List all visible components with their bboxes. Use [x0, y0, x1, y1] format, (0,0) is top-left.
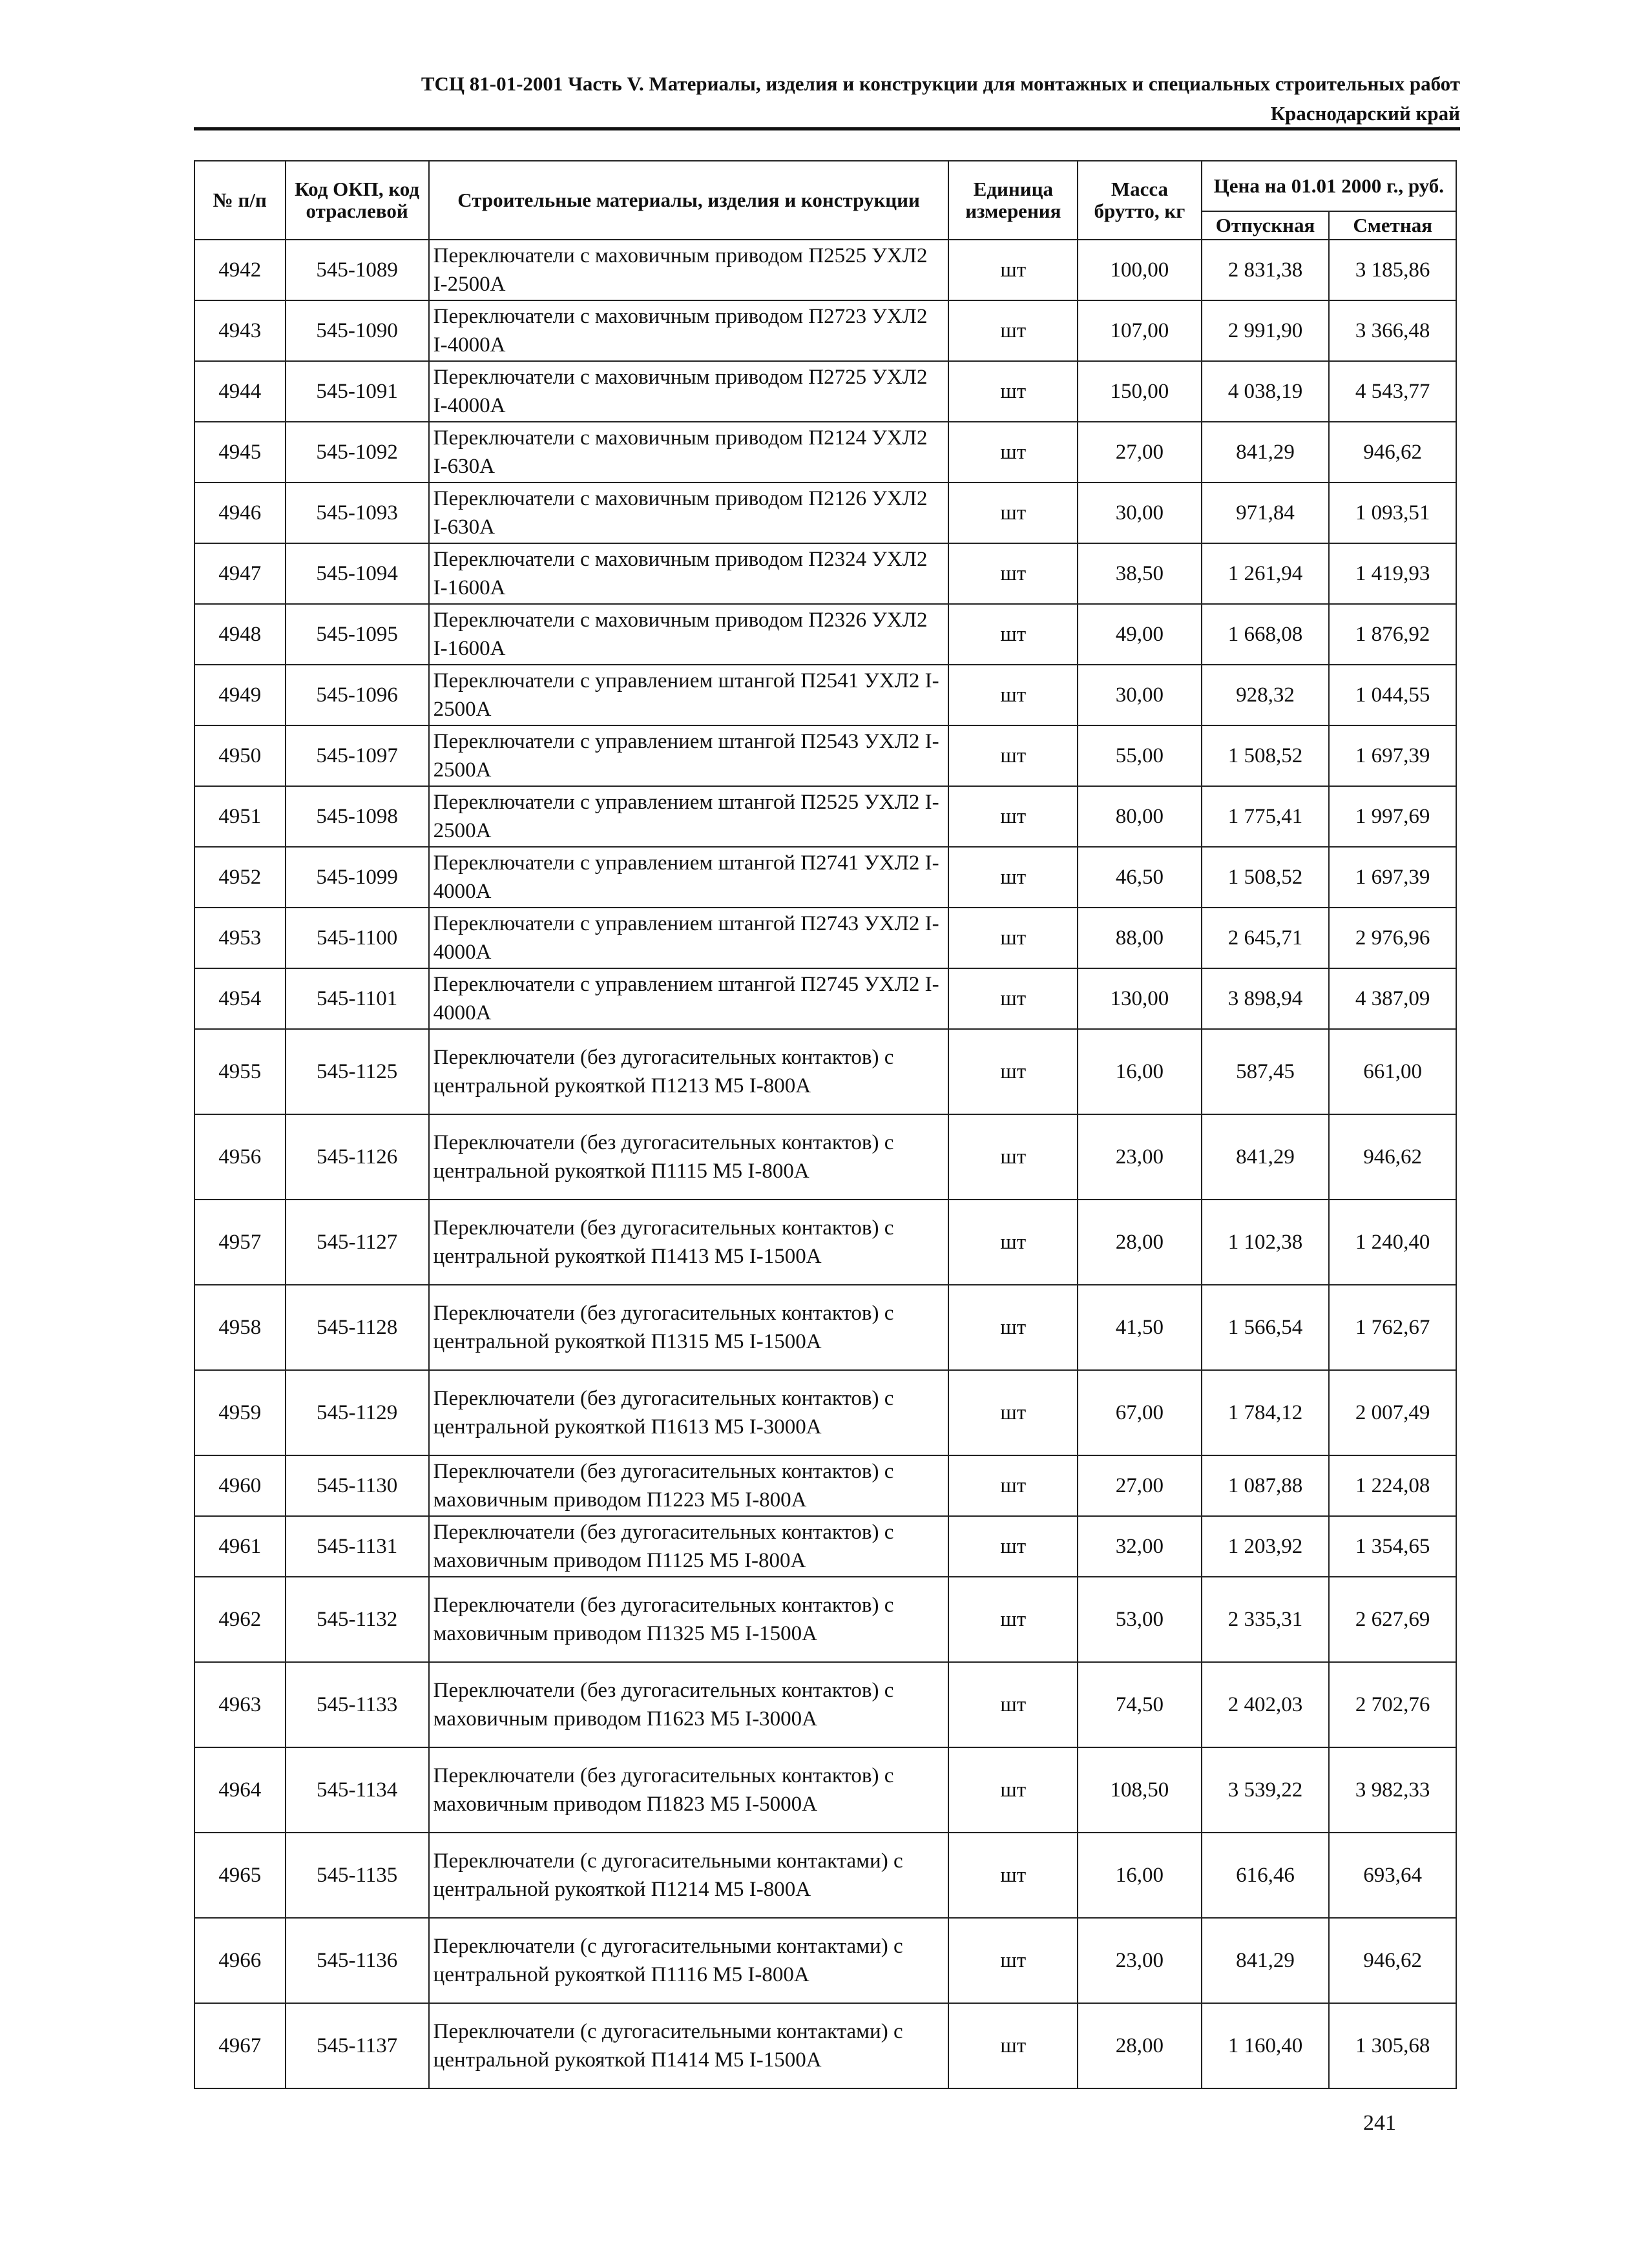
column-header-estimate-price: Сметная [1329, 211, 1456, 240]
cell-estimate-price: 2 976,96 [1329, 908, 1456, 968]
cell-name: Переключатели с маховичным приводом П2326 УХЛ2 I-1600А [429, 604, 949, 665]
table-row [194, 300, 1456, 361]
table-row [194, 604, 1456, 665]
cell-release-price: 841,29 [1202, 422, 1330, 483]
table-row [194, 1833, 1456, 1918]
cell-num: 4956 [194, 1114, 286, 1200]
table-row [194, 968, 1456, 1029]
cell-num: 4964 [194, 1747, 286, 1833]
cell-estimate-price: 2 702,76 [1329, 1662, 1456, 1747]
column-header-unit: Единица измерения [948, 161, 1078, 240]
cell-num: 4954 [194, 968, 286, 1029]
cell-code: 545-1097 [286, 725, 429, 786]
cell-unit: шт [948, 1662, 1078, 1747]
cell-estimate-price: 1 354,65 [1329, 1516, 1456, 1577]
cell-unit: шт [948, 1918, 1078, 2003]
table-row [194, 543, 1456, 604]
cell-mass: 41,50 [1078, 1285, 1202, 1370]
cell-mass: 32,00 [1078, 1516, 1202, 1577]
cell-mass: 49,00 [1078, 604, 1202, 665]
cell-release-price: 1 508,52 [1202, 725, 1330, 786]
cell-mass: 80,00 [1078, 786, 1202, 847]
cell-name: Переключатели (без дугогасительных контактов) с маховичным приводом П1823 М5 I-5000А [429, 1747, 949, 1833]
cell-name: Переключатели (без дугогасительных контактов) с маховичным приводом П1623 М5 I-3000А [429, 1662, 949, 1747]
cell-num: 4957 [194, 1200, 286, 1285]
cell-code: 545-1093 [286, 483, 429, 543]
cell-estimate-price: 3 366,48 [1329, 300, 1456, 361]
cell-mass: 108,50 [1078, 1747, 1202, 1833]
table-row [194, 1029, 1456, 1114]
cell-mass: 23,00 [1078, 1114, 1202, 1200]
cell-release-price: 928,32 [1202, 665, 1330, 725]
cell-code: 545-1101 [286, 968, 429, 1029]
cell-name: Переключатели (без дугогасительных контактов) с центральной рукояткой П1413 М5 I-1500А [429, 1200, 949, 1285]
table-row [194, 1285, 1456, 1370]
cell-num: 4960 [194, 1455, 286, 1516]
cell-mass: 30,00 [1078, 665, 1202, 725]
cell-estimate-price: 1 240,40 [1329, 1200, 1456, 1285]
cell-num: 4944 [194, 361, 286, 422]
cell-unit: шт [948, 1114, 1078, 1200]
table-row [194, 361, 1456, 422]
cell-code: 545-1129 [286, 1370, 429, 1455]
cell-release-price: 587,45 [1202, 1029, 1330, 1114]
cell-release-price: 1 087,88 [1202, 1455, 1330, 1516]
cell-release-price: 841,29 [1202, 1114, 1330, 1200]
cell-code: 545-1131 [286, 1516, 429, 1577]
cell-mass: 107,00 [1078, 300, 1202, 361]
cell-num: 4953 [194, 908, 286, 968]
cell-mass: 150,00 [1078, 361, 1202, 422]
cell-release-price: 2 991,90 [1202, 300, 1330, 361]
cell-name: Переключатели с маховичным приводом П2525 УХЛ2 I-2500А [429, 240, 949, 300]
cell-name: Переключатели с маховичным приводом П2126 УХЛ2 I-630А [429, 483, 949, 543]
cell-unit: шт [948, 1029, 1078, 1114]
cell-name: Переключатели (с дугогасительными контактами) с центральной рукояткой П1414 М5 I-1500А [429, 2003, 949, 2088]
cell-num: 4963 [194, 1662, 286, 1747]
cell-name: Переключатели (без дугогасительных контактов) с центральной рукояткой П1115 М5 I-800А [429, 1114, 949, 1200]
cell-name: Переключатели с управлением штангой П2741 УХЛ2 I-4000А [429, 847, 949, 908]
cell-release-price: 2 335,31 [1202, 1577, 1330, 1662]
cell-unit: шт [948, 604, 1078, 665]
cell-code: 545-1090 [286, 300, 429, 361]
cell-mass: 23,00 [1078, 1918, 1202, 2003]
cell-code: 545-1094 [286, 543, 429, 604]
cell-code: 545-1089 [286, 240, 429, 300]
cell-code: 545-1137 [286, 2003, 429, 2088]
cell-code: 545-1096 [286, 665, 429, 725]
table-row [194, 2003, 1456, 2088]
table-row [194, 1200, 1456, 1285]
cell-release-price: 1 784,12 [1202, 1370, 1330, 1455]
cell-unit: шт [948, 300, 1078, 361]
cell-code: 545-1126 [286, 1114, 429, 1200]
cell-estimate-price: 3 185,86 [1329, 240, 1456, 300]
cell-name: Переключатели с управлением штангой П2525 УХЛ2 I-2500А [429, 786, 949, 847]
table-row [194, 1662, 1456, 1747]
cell-mass: 28,00 [1078, 1200, 1202, 1285]
cell-name: Переключатели с маховичным приводом П2723 УХЛ2 I-4000А [429, 300, 949, 361]
cell-mass: 46,50 [1078, 847, 1202, 908]
cell-name: Переключатели (с дугогасительными контактами) с центральной рукояткой П1214 М5 I-800А [429, 1833, 949, 1918]
cell-code: 545-1095 [286, 604, 429, 665]
document-header-region: Краснодарский край [1270, 102, 1460, 125]
cell-release-price: 1 775,41 [1202, 786, 1330, 847]
header-rule [194, 127, 1460, 130]
cell-unit: шт [948, 1200, 1078, 1285]
cell-code: 545-1091 [286, 361, 429, 422]
cell-unit: шт [948, 1455, 1078, 1516]
cell-mass: 53,00 [1078, 1577, 1202, 1662]
table-row [194, 847, 1456, 908]
cell-name: Переключатели (без дугогасительных контактов) с маховичным приводом П1223 М5 I-800А [429, 1455, 949, 1516]
cell-estimate-price: 1 419,93 [1329, 543, 1456, 604]
cell-mass: 100,00 [1078, 240, 1202, 300]
cell-num: 4967 [194, 2003, 286, 2088]
cell-unit: шт [948, 908, 1078, 968]
cell-release-price: 3 539,22 [1202, 1747, 1330, 1833]
table-row [194, 1918, 1456, 2003]
cell-mass: 16,00 [1078, 1833, 1202, 1918]
cell-code: 545-1092 [286, 422, 429, 483]
cell-estimate-price: 946,62 [1329, 1918, 1456, 2003]
cell-estimate-price: 946,62 [1329, 422, 1456, 483]
cell-release-price: 841,29 [1202, 1918, 1330, 2003]
cell-release-price: 1 566,54 [1202, 1285, 1330, 1370]
cell-num: 4946 [194, 483, 286, 543]
cell-unit: шт [948, 422, 1078, 483]
cell-code: 545-1100 [286, 908, 429, 968]
table-row [194, 483, 1456, 543]
document-header-title: ТСЦ 81-01-2001 Часть V. Материалы, изделия и конструкции для монтажных и специальных строительных работ [421, 72, 1460, 95]
page-number: 241 [1363, 2111, 1396, 2135]
cell-name: Переключатели с маховичным приводом П2324 УХЛ2 I-1600А [429, 543, 949, 604]
table-row [194, 1516, 1456, 1577]
cell-unit: шт [948, 786, 1078, 847]
cell-name: Переключатели с управлением штангой П2743 УХЛ2 I-4000А [429, 908, 949, 968]
cell-estimate-price: 1 697,39 [1329, 725, 1456, 786]
cell-num: 4948 [194, 604, 286, 665]
table-row [194, 1370, 1456, 1455]
cell-code: 545-1132 [286, 1577, 429, 1662]
cell-code: 545-1136 [286, 1918, 429, 2003]
cell-estimate-price: 1 697,39 [1329, 847, 1456, 908]
cell-release-price: 1 203,92 [1202, 1516, 1330, 1577]
cell-release-price: 1 102,38 [1202, 1200, 1330, 1285]
cell-num: 4952 [194, 847, 286, 908]
cell-num: 4962 [194, 1577, 286, 1662]
cell-estimate-price: 1 876,92 [1329, 604, 1456, 665]
cell-release-price: 2 645,71 [1202, 908, 1330, 968]
cell-unit: шт [948, 2003, 1078, 2088]
cell-unit: шт [948, 725, 1078, 786]
cell-num: 4961 [194, 1516, 286, 1577]
table-row [194, 1747, 1456, 1833]
cell-name: Переключатели (с дугогасительными контактами) с центральной рукояткой П1116 М5 I-800А [429, 1918, 949, 2003]
cell-num: 4947 [194, 543, 286, 604]
cell-estimate-price: 1 044,55 [1329, 665, 1456, 725]
materials-price-table [194, 160, 1457, 2089]
table-row [194, 1114, 1456, 1200]
cell-num: 4955 [194, 1029, 286, 1114]
column-header-mass: Масса брутто, кг [1078, 161, 1202, 240]
cell-code: 545-1128 [286, 1285, 429, 1370]
cell-estimate-price: 1 224,08 [1329, 1455, 1456, 1516]
cell-num: 4950 [194, 725, 286, 786]
cell-release-price: 3 898,94 [1202, 968, 1330, 1029]
cell-unit: шт [948, 847, 1078, 908]
cell-code: 545-1134 [286, 1747, 429, 1833]
cell-unit: шт [948, 1833, 1078, 1918]
cell-mass: 28,00 [1078, 2003, 1202, 2088]
cell-name: Переключатели (без дугогасительных контактов) с маховичным приводом П1325 М5 I-1500А [429, 1577, 949, 1662]
cell-release-price: 1 668,08 [1202, 604, 1330, 665]
cell-mass: 16,00 [1078, 1029, 1202, 1114]
cell-num: 4951 [194, 786, 286, 847]
cell-num: 4965 [194, 1833, 286, 1918]
cell-release-price: 616,46 [1202, 1833, 1330, 1918]
column-header-release-price: Отпускная [1202, 211, 1330, 240]
cell-estimate-price: 2 007,49 [1329, 1370, 1456, 1455]
cell-unit: шт [948, 1285, 1078, 1370]
cell-mass: 27,00 [1078, 1455, 1202, 1516]
column-header-name: Строительные материалы, изделия и конструкции [429, 161, 949, 240]
cell-mass: 30,00 [1078, 483, 1202, 543]
cell-mass: 130,00 [1078, 968, 1202, 1029]
table-row [194, 908, 1456, 968]
cell-release-price: 971,84 [1202, 483, 1330, 543]
cell-release-price: 1 160,40 [1202, 2003, 1330, 2088]
cell-unit: шт [948, 361, 1078, 422]
table-row [194, 665, 1456, 725]
cell-num: 4959 [194, 1370, 286, 1455]
cell-code: 545-1133 [286, 1662, 429, 1747]
cell-num: 4943 [194, 300, 286, 361]
column-header-num: № п/п [194, 161, 286, 240]
cell-estimate-price: 1 305,68 [1329, 2003, 1456, 2088]
cell-estimate-price: 1 093,51 [1329, 483, 1456, 543]
cell-mass: 74,50 [1078, 1662, 1202, 1747]
cell-name: Переключатели с маховичным приводом П2124 УХЛ2 I-630А [429, 422, 949, 483]
cell-estimate-price: 693,64 [1329, 1833, 1456, 1918]
cell-name: Переключатели с управлением штангой П2543 УХЛ2 I-2500А [429, 725, 949, 786]
cell-estimate-price: 4 387,09 [1329, 968, 1456, 1029]
cell-estimate-price: 4 543,77 [1329, 361, 1456, 422]
cell-num: 4949 [194, 665, 286, 725]
cell-num: 4945 [194, 422, 286, 483]
table-row [194, 1577, 1456, 1662]
cell-code: 545-1135 [286, 1833, 429, 1918]
table-row [194, 1455, 1456, 1516]
cell-mass: 55,00 [1078, 725, 1202, 786]
cell-release-price: 1 508,52 [1202, 847, 1330, 908]
cell-mass: 88,00 [1078, 908, 1202, 968]
cell-estimate-price: 1 762,67 [1329, 1285, 1456, 1370]
cell-mass: 67,00 [1078, 1370, 1202, 1455]
cell-code: 545-1130 [286, 1455, 429, 1516]
cell-estimate-price: 661,00 [1329, 1029, 1456, 1114]
table-row [194, 725, 1456, 786]
cell-unit: шт [948, 483, 1078, 543]
cell-release-price: 1 261,94 [1202, 543, 1330, 604]
cell-mass: 27,00 [1078, 422, 1202, 483]
cell-release-price: 2 402,03 [1202, 1662, 1330, 1747]
cell-unit: шт [948, 968, 1078, 1029]
cell-name: Переключатели с управлением штангой П2541 УХЛ2 I-2500А [429, 665, 949, 725]
cell-unit: шт [948, 543, 1078, 604]
cell-release-price: 4 038,19 [1202, 361, 1330, 422]
cell-unit: шт [948, 1577, 1078, 1662]
cell-name: Переключатели с управлением штангой П2745 УХЛ2 I-4000А [429, 968, 949, 1029]
table-row [194, 240, 1456, 300]
cell-num: 4942 [194, 240, 286, 300]
cell-name: Переключатели (без дугогасительных контактов) с центральной рукояткой П1213 М5 I-800А [429, 1029, 949, 1114]
cell-code: 545-1099 [286, 847, 429, 908]
cell-estimate-price: 1 997,69 [1329, 786, 1456, 847]
cell-mass: 38,50 [1078, 543, 1202, 604]
cell-name: Переключатели (без дугогасительных контактов) с центральной рукояткой П1315 М5 I-1500А [429, 1285, 949, 1370]
cell-unit: шт [948, 240, 1078, 300]
table-row [194, 786, 1456, 847]
cell-release-price: 2 831,38 [1202, 240, 1330, 300]
cell-unit: шт [948, 665, 1078, 725]
column-header-price: Цена на 01.01 2000 г., руб. [1202, 161, 1456, 211]
cell-num: 4966 [194, 1918, 286, 2003]
cell-num: 4958 [194, 1285, 286, 1370]
column-header-code: Код ОКП, код отраслевой [286, 161, 429, 240]
cell-unit: шт [948, 1516, 1078, 1577]
table-header-row [194, 161, 1456, 211]
cell-unit: шт [948, 1370, 1078, 1455]
table-body [194, 240, 1456, 2088]
cell-estimate-price: 3 982,33 [1329, 1747, 1456, 1833]
cell-estimate-price: 2 627,69 [1329, 1577, 1456, 1662]
cell-name: Переключатели с маховичным приводом П2725 УХЛ2 I-4000А [429, 361, 949, 422]
cell-code: 545-1125 [286, 1029, 429, 1114]
table-row [194, 422, 1456, 483]
cell-estimate-price: 946,62 [1329, 1114, 1456, 1200]
cell-unit: шт [948, 1747, 1078, 1833]
cell-name: Переключатели (без дугогасительных контактов) с центральной рукояткой П1613 М5 I-3000А [429, 1370, 949, 1455]
cell-code: 545-1127 [286, 1200, 429, 1285]
cell-name: Переключатели (без дугогасительных контактов) с маховичным приводом П1125 М5 I-800А [429, 1516, 949, 1577]
cell-code: 545-1098 [286, 786, 429, 847]
